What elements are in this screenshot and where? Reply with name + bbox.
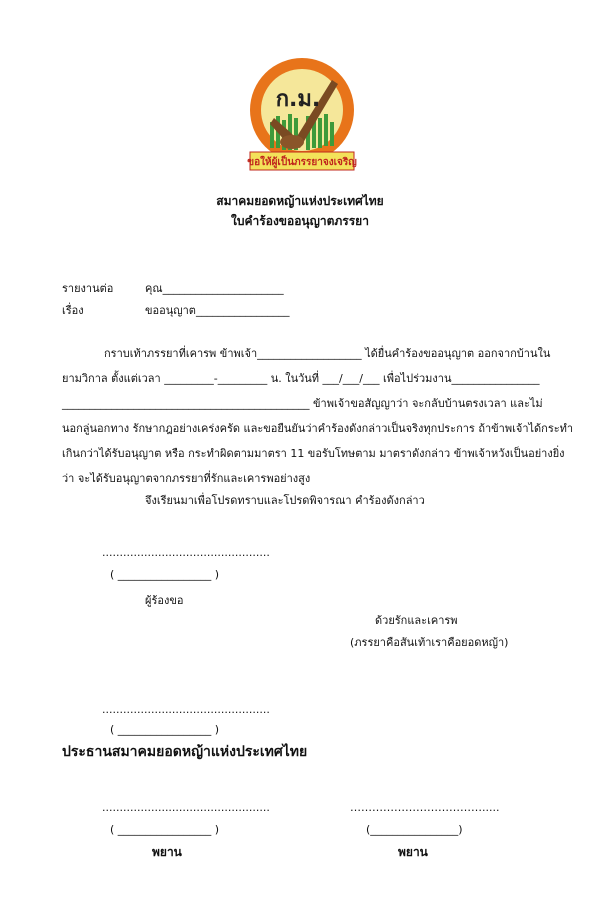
body-line-6: ว่า จะได้รับอนุญาตจากภรรยาที่รักและเคารพอย่างสูง xyxy=(62,472,311,485)
regards-motto: (ภรรยาคือสันเท้าเราคือยอดหญ้า) xyxy=(350,636,509,649)
witness-left-role: พยาน xyxy=(152,845,182,859)
subject-field: ขออนุญาต_________________ xyxy=(145,304,290,317)
applicant-role: ผู้ร้องขอ xyxy=(145,594,184,607)
witness-right-role: พยาน xyxy=(398,845,428,859)
president-signature-line: ................................................ xyxy=(102,703,270,716)
witness-right-name-field: (________________) xyxy=(366,823,463,836)
svg-text:ก.ม.: ก.ม. xyxy=(275,87,321,112)
witness-left-name-field: ( _________________ ) xyxy=(110,823,220,836)
president-title: ประธานสมาคมยอดหญ้าแห่งประเทศไทย xyxy=(62,744,308,760)
body-line-1: กราบเท้าภรรยาที่เคารพ ข้าพเจ้า___________________ ได้ยื่นคำร้องขออนุญาต ออกจากบ้านใน xyxy=(104,347,551,360)
applicant-signature-line: ................................................ xyxy=(102,546,270,559)
body-line-3: _____________________________________________ ข้าพเจ้าขอสัญญาว่า จะกลับบ้านตรงเวลา และไม่ xyxy=(62,397,543,410)
svg-text:ขอให้ผู้เป็นภรรยาจงเจริญ: ขอให้ผู้เป็นภรรยาจงเจริญ xyxy=(247,157,357,168)
witness-right-signature-line: ………………………………..... xyxy=(350,801,500,814)
closing-line: จึงเรียนมาเพื่อโปรดทราบและโปรดพิจารณา คำร้องดังกล่าว xyxy=(145,494,425,507)
form-title: ใบคำร้องขออนุญาตภรรยา xyxy=(231,214,369,228)
to-field: คุณ______________________ xyxy=(145,282,284,295)
org-name: สมาคมยอดหญ้าแห่งประเทศไทย xyxy=(216,194,384,208)
regards-line: ด้วยรักและเคารพ xyxy=(375,614,458,627)
to-label: รายงานต่อ xyxy=(62,282,114,295)
logo-emblem-icon xyxy=(246,52,358,174)
president-name-field: ( _________________ ) xyxy=(110,723,220,736)
applicant-name-field: ( _________________ ) xyxy=(110,568,220,581)
body-line-5: เกินกว่าได้รับอนุญาต หรือ กระทำผิดตามมาตรา 11 ขอรับโทษตาม มาตราดังกล่าว ข้าพเจ้าหวังเป็นอย่างยิ่ง xyxy=(62,447,565,460)
witness-left-signature-line: ................................................ xyxy=(102,801,270,814)
association-logo xyxy=(246,52,358,174)
subject-label: เรื่อง xyxy=(62,304,84,317)
body-line-4: นอกลู่นอกทาง รักษากฎอย่างเคร่งครัด และขอยืนยันว่าคำร้องดังกล่าวเป็นจริงทุกประการ ถ้าข้าพเจ้าได้กระทำ xyxy=(62,422,574,435)
body-line-2: ยามวิกาล ตั้งแต่เวลา _________-_________ น. ในวันที่ ___/___/___ เพื่อไปร่วมงาน________________ xyxy=(62,372,540,385)
